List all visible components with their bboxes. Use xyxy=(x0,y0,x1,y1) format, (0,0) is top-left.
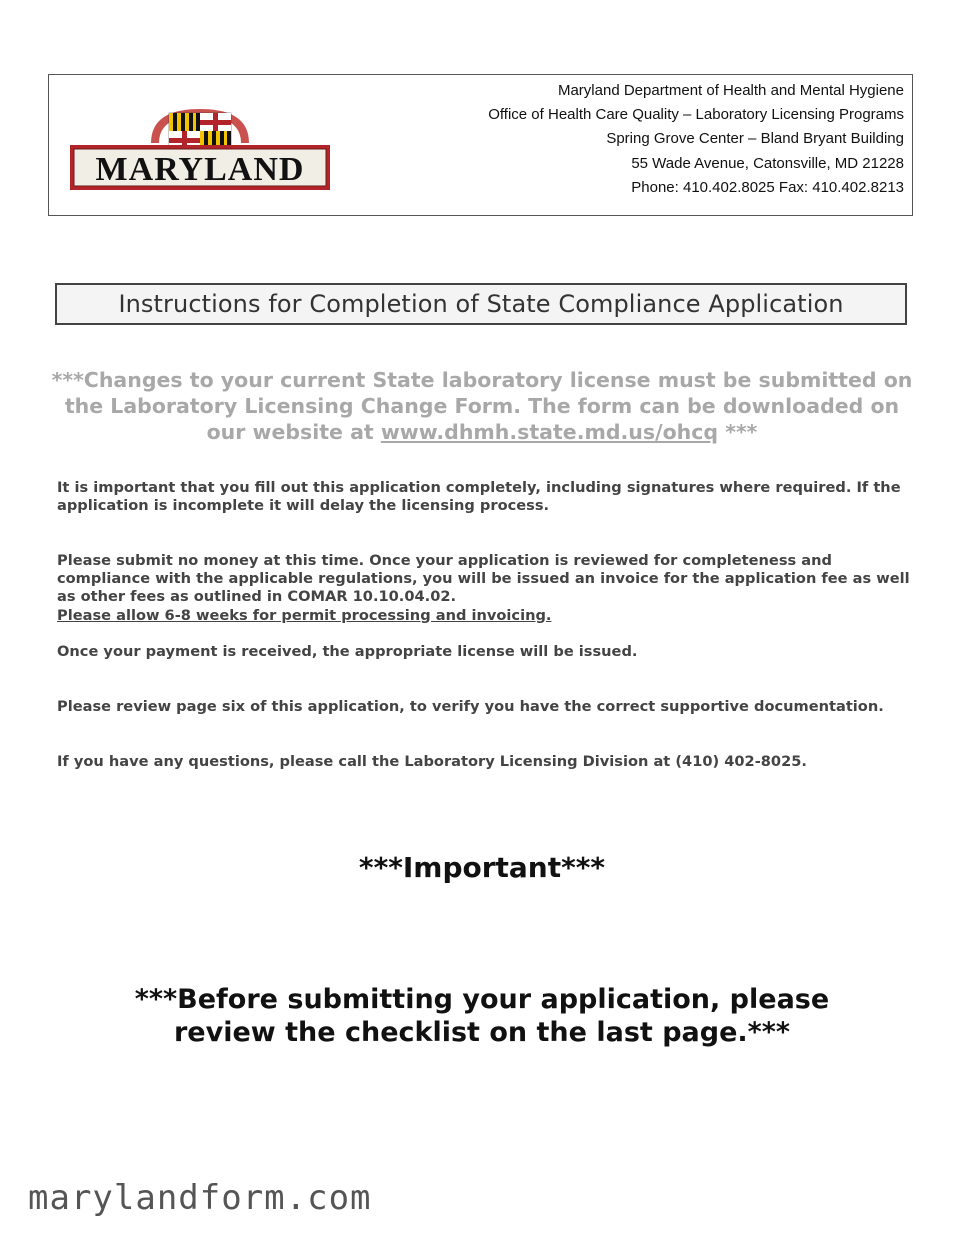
flag-icon xyxy=(169,113,231,149)
address-line: Spring Grove Center – Bland Bryant Building xyxy=(606,130,904,148)
instruction-complete: It is important that you fill out this application completely, including signatures where required. If the application is incomplete it will delay the licensing process. xyxy=(57,479,901,515)
change-form-notice xyxy=(50,367,914,445)
payment-text: Please submit no money at this time. Once your application is reviewed for completeness and compliance with the applicable regulations, you will be issued an invoice for the application fee as well as other fees as outlined in COMAR 10.10.04.02. xyxy=(57,552,910,606)
instruction-payment xyxy=(57,552,913,625)
important-heading: ***Important*** xyxy=(358,851,606,884)
address-line: Phone: 410.402.8025 Fax: 410.402.8213 xyxy=(631,178,904,196)
logo-wordmark: MARYLAND xyxy=(95,151,305,188)
page-title: Instructions for Completion of State Compliance Application xyxy=(55,283,907,325)
website-link[interactable]: www.dhmh.state.md.us/ohcq xyxy=(380,420,719,444)
notice-text-end: *** xyxy=(718,420,758,444)
address-line: Office of Health Care Quality – Laboratory Licensing Programs xyxy=(488,106,904,124)
site-watermark: marylandform.com xyxy=(28,1178,372,1218)
notice-text: ***Changes to your current State laboratory license must be submitted on the Laboratory Licensing Change Form. The form can be downloaded on our website at xyxy=(51,368,913,444)
letterhead xyxy=(48,74,913,216)
instruction-documentation: Please review page six of this application, to verify you have the correct supportive documentation. xyxy=(57,698,884,715)
maryland-logo xyxy=(69,103,331,191)
address-line: Maryland Department of Health and Mental Hygiene xyxy=(557,82,904,99)
processing-time-note: Please allow 6-8 weeks for permit processing and invoicing. xyxy=(57,606,552,624)
address-line: 55 Wade Avenue, Catonsville, MD 21228 xyxy=(631,154,904,172)
instruction-questions: If you have any questions, please call the Laboratory Licensing Division at (410) 402-8025. xyxy=(57,753,807,770)
agency-address xyxy=(488,79,904,200)
instruction-license: Once your payment is received, the appropriate license will be issued. xyxy=(57,643,638,660)
checklist-reminder: ***Before submitting your application, please review the checklist on the last page.*** xyxy=(134,984,830,1048)
